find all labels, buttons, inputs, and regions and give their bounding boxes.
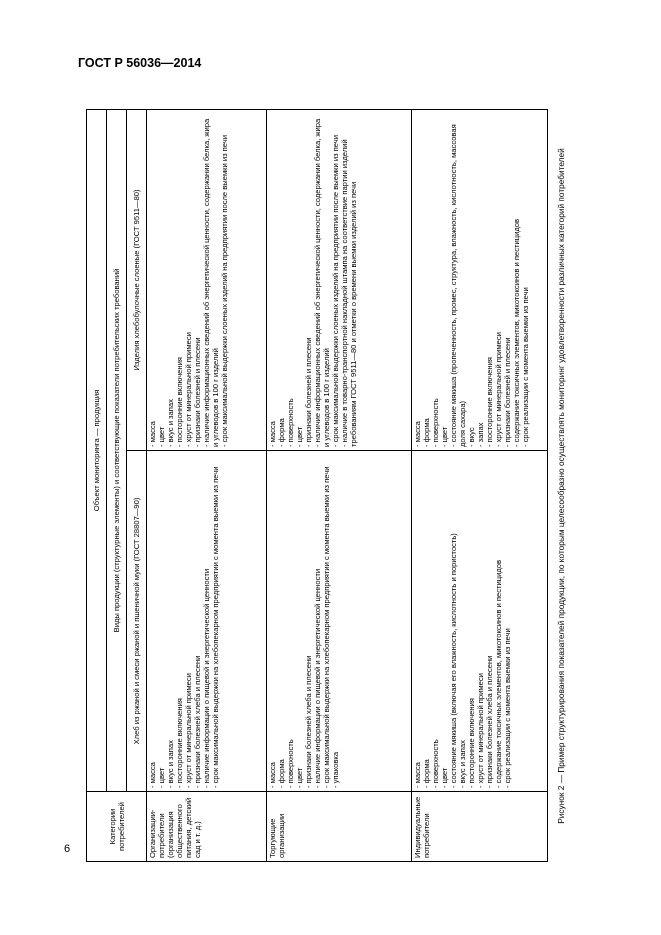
list-item: - вкус [467,427,476,447]
list-item: - наличие в товарно-транспортной накладной штампа на соответствие партии изделий требованиям ГОСТ 9511—80 и отметки о времени выемки изделий из печи [340,139,358,447]
header-col-bread: Хлеб из ржаной и смеси ржаной и пшеничной муки (ГОСТ 28807—90) [127,451,147,792]
list-item: - форма [277,759,286,788]
bread-indicators-cell [267,451,412,792]
consumer-requirements-table [86,109,548,862]
header-object: Объект мониторинга — продукция [87,109,107,791]
list-item: - признаки болезней и плесени [193,337,202,447]
list-item: - хруст от минеральной примеси [494,332,503,447]
list-item: - поверхность [286,739,295,788]
list-item: - вкус и запах [458,740,467,788]
list-item: - хруст от минеральной примеси [184,673,193,788]
list-item: - срок максимальной выдержки на хлебопекарном предприятии с момента выемки из печи [322,466,331,788]
list-item: - запах [476,422,485,447]
list-item: - форма [422,418,431,447]
list-item: - посторонние включения [175,357,184,447]
list-item: - признаки болезней хлеба и плесени [193,655,202,788]
list-item: - масса [413,421,422,447]
list-item: - посторонние включения [467,698,476,788]
layered-indicators-cell [412,109,548,450]
list-item: - поверхность [431,739,440,788]
list-item: - вкус и запах [166,399,175,447]
header-product-types: Виды продукции (структурные элементы) и соответствующие показатели потребительских требований [107,109,127,791]
table-row [412,109,548,861]
table-row [267,109,412,861]
list-item: - упаковка [331,751,340,788]
list-item: - наличие информационных сведений об энергетической ценности, содержании белка, жира и углеводов в 100 г изделий [313,118,331,447]
bread-indicators-cell [412,451,548,792]
rotated-landscape-content [86,102,586,862]
list-item: - содержание токсичных элементов, микотоксинов и пестицидов [512,218,521,447]
list-item: - признаки болезней и плесени [503,337,512,447]
list-item: - признаки болезней хлеба и плесени [485,655,494,788]
list-item: - цвет [440,426,449,447]
category-cell: Торгующие организации [267,792,412,862]
list-item: - цвет [157,426,166,447]
list-item: - срок реализации с момента выемки из печи [503,628,512,788]
list-item: - цвет [440,767,449,788]
list-item: - цвет [157,767,166,788]
list-item: - признаки болезней и плесени [304,337,313,447]
list-item: - поверхность [286,398,295,447]
indicator-list [268,113,358,447]
header-col-layered: Изделия хлебобулочные слоеные (ГОСТ 9511—80) [127,109,147,450]
list-item: - вкус и запах [166,740,175,788]
list-item: - масса [148,762,157,788]
list-item: - признаки болезней хлеба и плесени [304,655,313,788]
category-cell: Организации-потребители (организация общественного питания, детский сад и т. д.) [147,792,267,862]
list-item: - масса [413,762,422,788]
list-item: - поверхность [431,398,440,447]
list-item: - форма [422,759,431,788]
list-item: - масса [268,762,277,788]
page-number: 6 [64,843,71,855]
category-cell: Индивидуальные потребители [412,792,548,862]
layered-indicators-cell [267,109,412,450]
indicator-list [413,113,530,447]
indicator-list [413,454,512,788]
layered-indicators-cell [147,109,267,450]
indicator-list [268,454,340,788]
figure-caption: Рисунок 2 — Пример структурирования показателей продукции, по которым целесообразно осуществлять мониторинг удовлетворенности различных категорий потребителей [556,148,566,824]
list-item: - масса [268,421,277,447]
header-category: Категории потребителей [87,792,147,862]
list-item: - срок максимальной выдержки слоеных изделий на предприятии после выемки из печи [220,135,229,447]
list-item: - срок реализации с момента выемки из печи [521,287,530,447]
list-item: - состояние мякиша (включая его влажность, кислотность и пористость) [449,533,458,788]
table-row [147,109,267,861]
list-item: - срок максимальной выдержки на хлебопекарном предприятии с момента выемки из печи [211,466,220,788]
list-item: - цвет [295,426,304,447]
indicator-list [148,454,220,788]
bread-indicators-cell [147,451,267,792]
list-item: - состояние мякиша (пропеченность, промес, структура, влажность, кислотность, массовая доля сахара) [449,124,467,447]
list-item: - содержание токсичных элементов, микотоксинов и пестицидов [494,559,503,788]
list-item: - масса [148,421,157,447]
list-item: - хруст от минеральной примеси [476,673,485,788]
list-item: - посторонние включения [485,357,494,447]
document-header: ГОСТ Р 56036—2014 [78,56,202,70]
list-item: - форма [277,418,286,447]
list-item: - срок максимальной выдержки слоеных изделий на предприятии после выемки из печи [331,135,340,447]
list-item: - цвет [295,767,304,788]
list-item: - наличие информации о пищевой и энергетической ценности [313,568,322,788]
list-item: - наличие информации о пищевой и энергетической ценности [202,568,211,788]
list-item: - посторонние включения [175,698,184,788]
indicator-list [148,113,229,447]
list-item: - хруст от минеральной примеси [184,332,193,447]
list-item: - наличие информационных сведений об энергетической ценности, содержании белка, жира и углеводов в 100 г изделий [202,118,220,447]
